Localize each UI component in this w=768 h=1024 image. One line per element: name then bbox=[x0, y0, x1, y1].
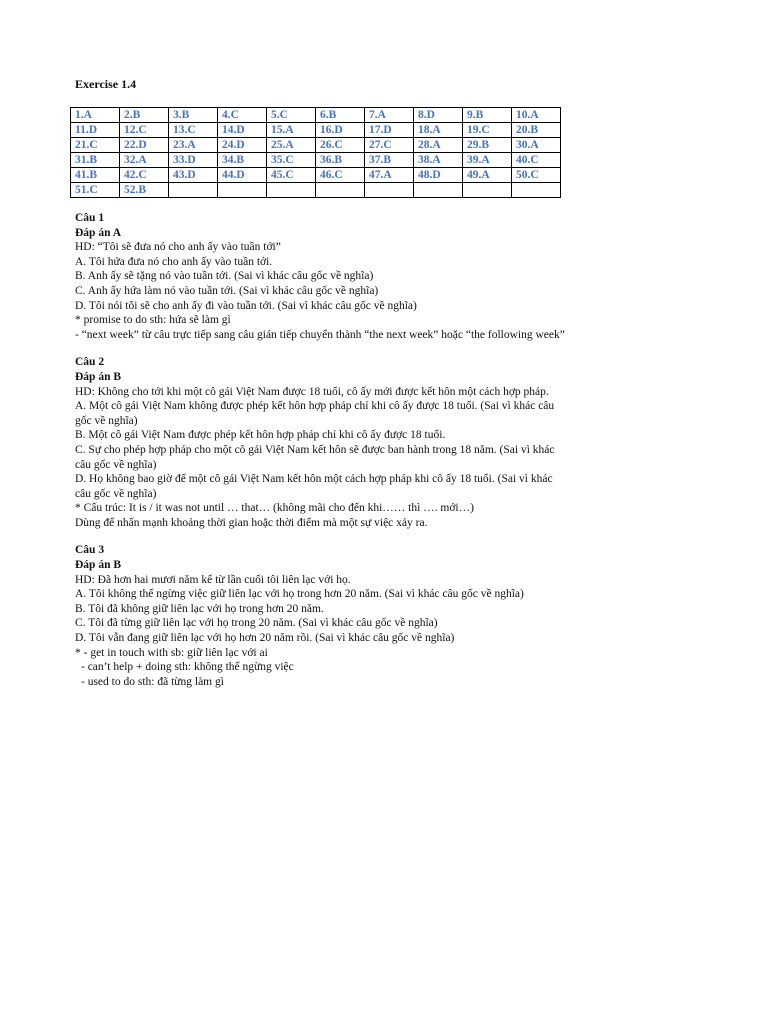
answer-cell: 48.D bbox=[414, 168, 463, 183]
answer-cell: 50.C bbox=[512, 168, 561, 183]
answer-cell: 30.A bbox=[512, 138, 561, 153]
exercise-title: Exercise 1.4 bbox=[75, 77, 137, 91]
answer-cell: 38.A bbox=[414, 153, 463, 168]
answer-cell bbox=[169, 183, 218, 198]
correct-answer: Đáp án B bbox=[75, 559, 122, 572]
explanation-line: A. Tôi hứa đưa nó cho anh ấy vào tuần tới. bbox=[75, 255, 273, 268]
answer-cell: 52.B bbox=[120, 183, 169, 198]
answer-cell: 42.C bbox=[120, 168, 169, 183]
answer-cell: 20.B bbox=[512, 123, 561, 138]
answer-cell: 40.C bbox=[512, 153, 561, 168]
answer-cell: 6.B bbox=[316, 108, 365, 123]
answer-cell: 10.A bbox=[512, 108, 561, 123]
answer-cell: 37.B bbox=[365, 153, 414, 168]
answer-cell bbox=[218, 183, 267, 198]
explanation-line: D. Tôi nói tôi sẽ cho anh ấy đi vào tuần tới. (Sai vì khác câu gốc về nghĩa) bbox=[75, 299, 417, 312]
question-heading: Câu 3 bbox=[75, 544, 105, 557]
answer-cell bbox=[463, 183, 512, 198]
answer-cell: 4.C bbox=[218, 108, 267, 123]
answer-cell: 29.B bbox=[463, 138, 512, 153]
answer-cell: 28.A bbox=[414, 138, 463, 153]
answer-cell: 1.A bbox=[71, 108, 120, 123]
answer-row bbox=[71, 168, 561, 183]
answer-cell: 33.D bbox=[169, 153, 218, 168]
explanation-line: * promise to do sth: hứa sẽ làm gì bbox=[75, 314, 231, 327]
answer-cell: 11.D bbox=[71, 123, 120, 138]
answer-cell: 8.D bbox=[414, 108, 463, 123]
explanation-line: B. Anh ấy sẽ tặng nó vào tuần tới. (Sai vì khác câu gốc về nghĩa) bbox=[75, 270, 374, 283]
answer-row bbox=[71, 153, 561, 168]
answer-cell: 39.A bbox=[463, 153, 512, 168]
explanation-line: * Cấu trúc: It is / it was not until … that… (không mãi cho đến khi…… thì …. mới…) bbox=[75, 502, 474, 515]
answer-cell: 32.A bbox=[120, 153, 169, 168]
question-section bbox=[75, 543, 565, 689]
answer-cell: 26.C bbox=[316, 138, 365, 153]
answer-cell: 9.B bbox=[463, 108, 512, 123]
answer-cell: 13.C bbox=[169, 123, 218, 138]
answer-row bbox=[71, 183, 561, 198]
answer-cell: 16.D bbox=[316, 123, 365, 138]
answer-cell: 27.C bbox=[365, 138, 414, 153]
answer-cell: 14.D bbox=[218, 123, 267, 138]
explanation-line: HD: Không cho tới khi một cô gái Việt Nam được 18 tuổi, cô ấy mới được kết hôn một cách hợp pháp. bbox=[75, 385, 549, 398]
explanation-line: A. Một cô gái Việt Nam không được phép kết hôn hợp pháp chỉ khi cô ấy được 18 tuổi. (Sai vì khác câu gốc về nghĩa) bbox=[75, 400, 555, 427]
correct-answer: Đáp án B bbox=[75, 370, 122, 383]
answer-cell: 17.D bbox=[365, 123, 414, 138]
answer-cell: 36.B bbox=[316, 153, 365, 168]
explanation-line: Dùng để nhấn mạnh khoảng thời gian hoặc thời điểm mà một sự việc xảy ra. bbox=[75, 516, 428, 529]
explanation-line: C. Tôi đã từng giữ liên lạc với họ trong 20 năm. (Sai vì khác câu gốc về nghĩa) bbox=[75, 617, 438, 630]
explanation-line: D. Họ không bao giờ để một cô gái Việt Nam kết hôn một cách hợp pháp khi cô ấy 18 tuổi. (Sai vì khác câu gốc về nghĩa) bbox=[75, 473, 553, 500]
answer-cell: 23.A bbox=[169, 138, 218, 153]
answer-cell: 43.D bbox=[169, 168, 218, 183]
answer-cell bbox=[267, 183, 316, 198]
answer-cell bbox=[512, 183, 561, 198]
answer-cell: 21.C bbox=[71, 138, 120, 153]
explanation-line: B. Tôi đã không giữ liên lạc với họ trong hơn 20 năm. bbox=[75, 602, 324, 615]
answer-cell: 31.B bbox=[71, 153, 120, 168]
answer-cell: 47.A bbox=[365, 168, 414, 183]
explanation-line: * - get in touch with sb: giữ liên lạc với ai bbox=[75, 646, 268, 659]
answer-row bbox=[71, 123, 561, 138]
answer-cell: 18.A bbox=[414, 123, 463, 138]
correct-answer: Đáp án A bbox=[75, 226, 122, 239]
explanation-line: A. Tôi không thể ngừng việc giữ liên lạc với họ trong hơn 20 năm. (Sai vì khác câu gốc về nghĩa) bbox=[75, 588, 524, 601]
answer-row bbox=[71, 108, 561, 123]
answer-cell: 2.B bbox=[120, 108, 169, 123]
answer-cell: 15.A bbox=[267, 123, 316, 138]
explanation-line: - “next week” từ câu trực tiếp sang câu gián tiếp chuyển thành “the next week” hoặc “the following week” bbox=[75, 328, 565, 341]
answer-cell: 44.D bbox=[218, 168, 267, 183]
explanation-line: - can’t help + doing sth: không thể ngừng việc bbox=[81, 661, 294, 674]
answer-cell: 19.C bbox=[463, 123, 512, 138]
explanation-line: D. Tôi vẫn đang giữ liên lạc với họ hơn 20 năm rồi. (Sai vì khác câu gốc về nghĩa) bbox=[75, 632, 455, 645]
explanation-line: C. Anh ấy hứa làm nó vào tuần tới. (Sai vì khác câu gốc về nghĩa) bbox=[75, 284, 379, 297]
answer-cell: 25.A bbox=[267, 138, 316, 153]
explanations bbox=[75, 211, 565, 689]
answer-cell: 49.A bbox=[463, 168, 512, 183]
answer-cell bbox=[316, 183, 365, 198]
explanation-line: C. Sự cho phép hợp pháp cho một cô gái Việt Nam kết hôn sẽ được ban hành trong 18 năm. (Sai vì khác câu gốc về nghĩa) bbox=[75, 443, 555, 471]
answer-cell: 24.D bbox=[218, 138, 267, 153]
answer-cell bbox=[365, 183, 414, 198]
document-page bbox=[75, 76, 565, 689]
explanation-line: HD: “Tôi sẽ đưa nó cho anh ấy vào tuần tới” bbox=[75, 241, 281, 254]
answer-cell: 46.C bbox=[316, 168, 365, 183]
answer-cell: 3.B bbox=[169, 108, 218, 123]
answer-cell: 12.C bbox=[120, 123, 169, 138]
answer-key-table bbox=[70, 107, 561, 198]
explanation-line: HD: Đã hơn hai mươi năm kể từ lần cuối tôi liên lạc với họ. bbox=[75, 573, 351, 586]
answer-cell: 45.C bbox=[267, 168, 316, 183]
answer-cell: 35.C bbox=[267, 153, 316, 168]
answer-cell: 34.B bbox=[218, 153, 267, 168]
question-heading: Câu 1 bbox=[75, 212, 105, 224]
answer-cell: 22.D bbox=[120, 138, 169, 153]
answer-cell: 51.C bbox=[71, 183, 120, 198]
answer-cell: 41.B bbox=[71, 168, 120, 183]
answer-cell bbox=[414, 183, 463, 198]
answer-row bbox=[71, 138, 561, 153]
explanation-line: - used to do sth: đã từng làm gì bbox=[81, 675, 224, 688]
question-heading: Câu 2 bbox=[75, 356, 105, 369]
question-section bbox=[75, 211, 565, 342]
question-section bbox=[75, 355, 565, 530]
answer-cell: 5.C bbox=[267, 108, 316, 123]
explanation-line: B. Một cô gái Việt Nam được phép kết hôn hợp pháp chỉ khi cô ấy được 18 tuổi. bbox=[75, 429, 446, 442]
answer-cell: 7.A bbox=[365, 108, 414, 123]
